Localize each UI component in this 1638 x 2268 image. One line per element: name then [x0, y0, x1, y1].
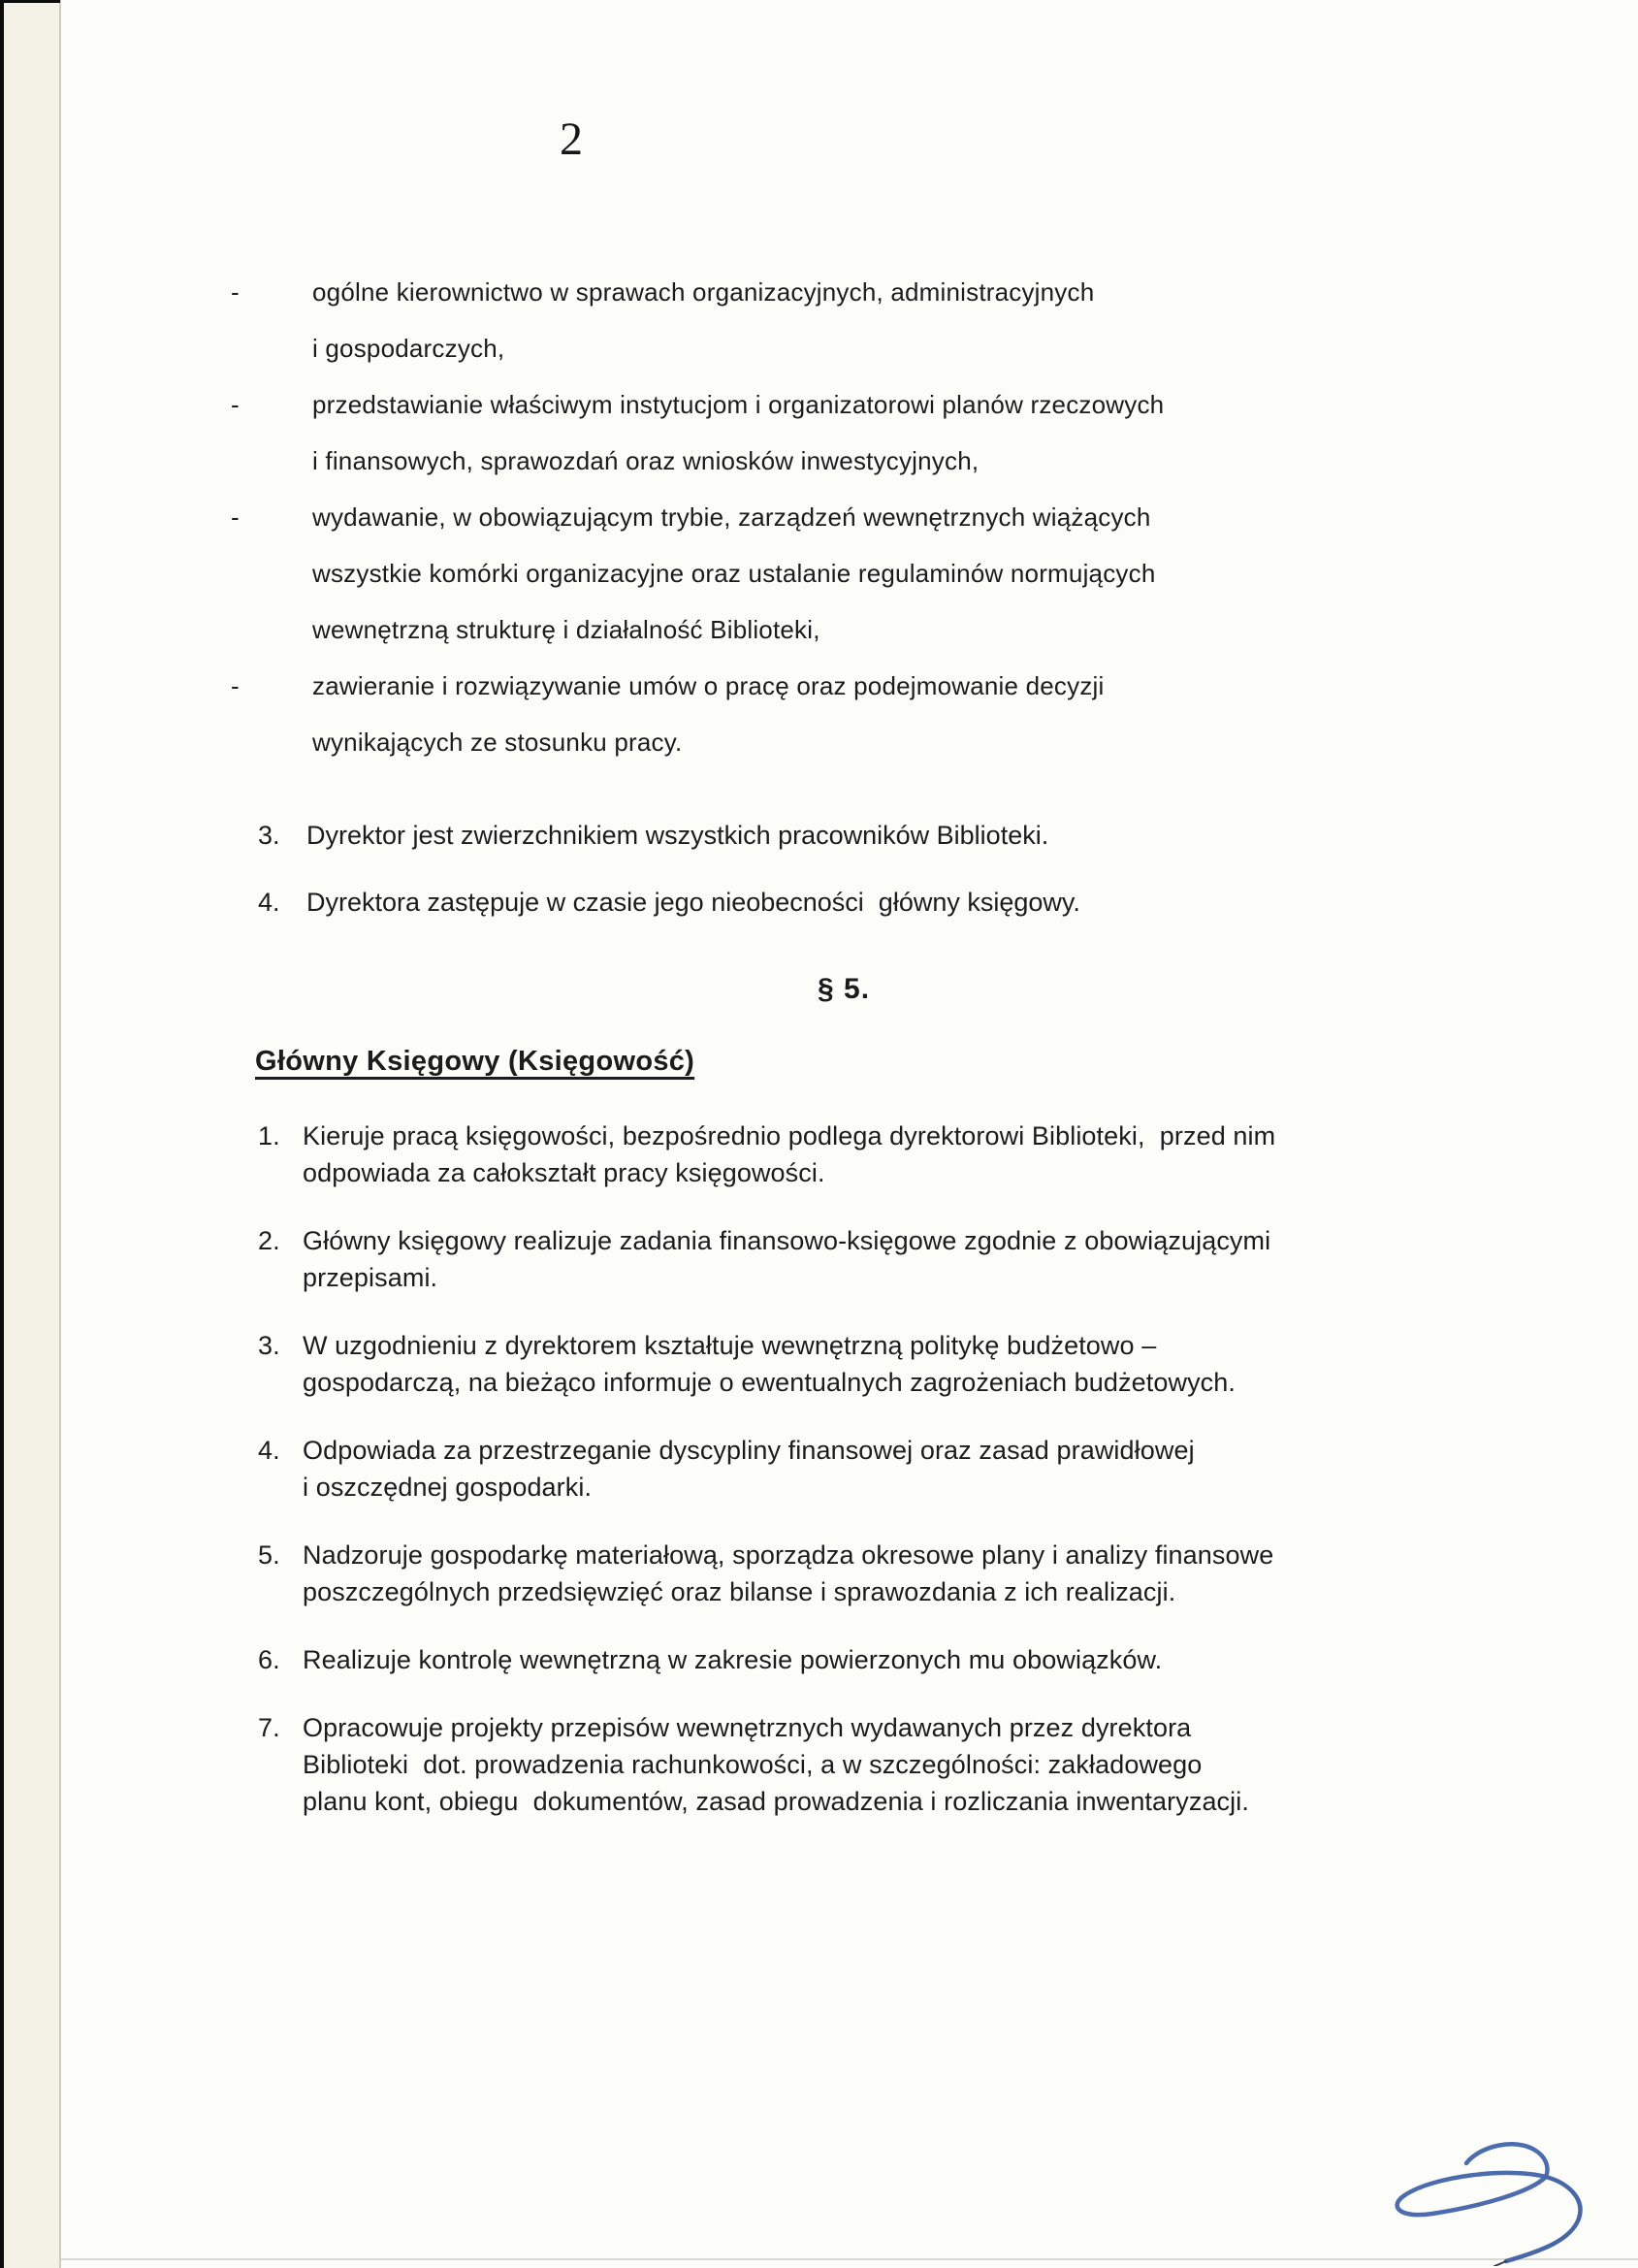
item-number: 4. — [258, 888, 280, 917]
list-item-text — [312, 489, 1155, 658]
chief-accountant-duties-list — [258, 1118, 1275, 1851]
item-number: 6. — [258, 1645, 280, 1674]
scan-binding-strip — [4, 0, 61, 2268]
text-line: gospodarczą, na bieżąco informuje o ewentualnych zagrożeniach budżetowych. — [303, 1368, 1236, 1397]
list-item — [258, 1432, 1275, 1506]
text-line: wewnętrzną strukturę i działalność Biblioteki, — [312, 615, 820, 644]
paragraph-5-mark: § 5. — [818, 973, 871, 1005]
text-line: Nadzoruje gospodarkę materiałową, sporządza okresowe plany i analizy finansowe — [303, 1540, 1274, 1570]
text-line: Odpowiada za przestrzeganie dyscypliny finansowej oraz zasad prawidłowej — [303, 1436, 1195, 1465]
text-line: wszystkie komórki organizacyjne oraz ustalanie regulaminów normujących — [312, 559, 1156, 588]
list-item — [258, 882, 1080, 923]
list-item — [231, 658, 1164, 770]
page-number: 2 — [560, 113, 583, 165]
director-numbered-list — [258, 815, 1080, 949]
text-line: Biblioteki dot. prowadzenia rachunkowości, a w szczególności: zakładowego — [303, 1750, 1203, 1779]
list-item-text — [312, 264, 1094, 376]
list-item-text — [306, 815, 1048, 856]
list-item-text — [312, 658, 1105, 770]
list-item — [258, 1641, 1275, 1678]
list-item — [231, 489, 1164, 658]
text-line: wynikających ze stosunku pracy. — [312, 728, 683, 757]
list-item — [258, 1222, 1275, 1296]
list-item-text — [306, 882, 1080, 923]
list-item — [258, 1118, 1275, 1191]
list-item — [258, 1709, 1275, 1820]
text-line: Realizuje kontrolę wewnętrzną w zakresie powierzonych mu obowiązków. — [303, 1645, 1163, 1674]
text-line: Dyrektora zastępuje w czasie jego nieobecności główny księgowy. — [306, 888, 1080, 917]
list-item-text — [303, 1222, 1270, 1296]
dash-bullet: - — [231, 277, 240, 307]
dash-bullet: - — [231, 502, 240, 532]
list-item — [258, 815, 1080, 856]
text-line: i finansowych, sprawozdań oraz wniosków inwestycyjnych, — [312, 446, 980, 475]
scan-edge-top — [0, 0, 60, 3]
list-item-text — [303, 1641, 1162, 1678]
text-line: Kieruje pracą księgowości, bezpośrednio podlega dyrektorowi Biblioteki, przed nim — [303, 1121, 1276, 1150]
list-item-text — [312, 376, 1164, 489]
item-number: 2. — [258, 1226, 280, 1255]
text-line: zawieranie i rozwiązywanie umów o pracę oraz podejmowanie decyzji — [312, 671, 1105, 700]
signature-ink-icon — [1307, 2084, 1636, 2266]
signature-scribble — [1307, 2084, 1636, 2266]
item-number: 7. — [258, 1713, 280, 1742]
section-heading-chief-accountant: Główny Księgowy (Księgowość) — [255, 1046, 695, 1077]
list-item — [231, 376, 1164, 489]
item-number: 3. — [258, 1331, 280, 1360]
item-number: 5. — [258, 1540, 280, 1570]
list-item — [258, 1327, 1275, 1401]
list-item-text — [303, 1118, 1275, 1191]
list-item — [258, 1537, 1275, 1610]
text-line: przepisami. — [303, 1263, 438, 1292]
text-line: przedstawianie właściwym instytucjom i organizatorowi planów rzeczowych — [312, 390, 1165, 419]
text-line: poszczególnych przedsięwzięć oraz bilanse i sprawozdania z ich realizacji. — [303, 1577, 1176, 1606]
text-line: i oszczędnej gospodarki. — [303, 1473, 593, 1502]
text-line: i gospodarczych, — [312, 334, 505, 363]
list-item — [231, 264, 1164, 376]
list-item-text — [303, 1432, 1195, 1506]
duties-dash-list — [231, 264, 1164, 770]
text-line: Dyrektor jest zwierzchnikiem wszystkich pracowników Biblioteki. — [306, 821, 1049, 850]
text-line: Główny księgowy realizuje zadania finansowo-księgowe zgodnie z obowiązującymi — [303, 1226, 1271, 1255]
item-number: 4. — [258, 1436, 280, 1465]
dash-bullet: - — [231, 671, 240, 700]
text-line: wydawanie, w obowiązującym trybie, zarządzeń wewnętrznych wiążących — [312, 502, 1151, 532]
text-line: Opracowuje projekty przepisów wewnętrznych wydawanych przez dyrektora — [303, 1713, 1192, 1742]
dash-bullet: - — [231, 390, 240, 419]
text-line: W uzgodnieniu z dyrektorem kształtuje wewnętrzną politykę budżetowo – — [303, 1331, 1157, 1360]
text-line: ogólne kierownictwo w sprawach organizacyjnych, administracyjnych — [312, 277, 1095, 307]
item-number: 1. — [258, 1121, 280, 1150]
item-number: 3. — [258, 821, 280, 850]
list-item-text — [303, 1709, 1249, 1820]
list-item-text — [303, 1537, 1273, 1610]
list-item-text — [303, 1327, 1236, 1401]
text-line: planu kont, obiegu dokumentów, zasad prowadzenia i rozliczania inwentaryzacji. — [303, 1787, 1249, 1816]
text-line: odpowiada za całokształt pracy księgowości. — [303, 1158, 825, 1187]
